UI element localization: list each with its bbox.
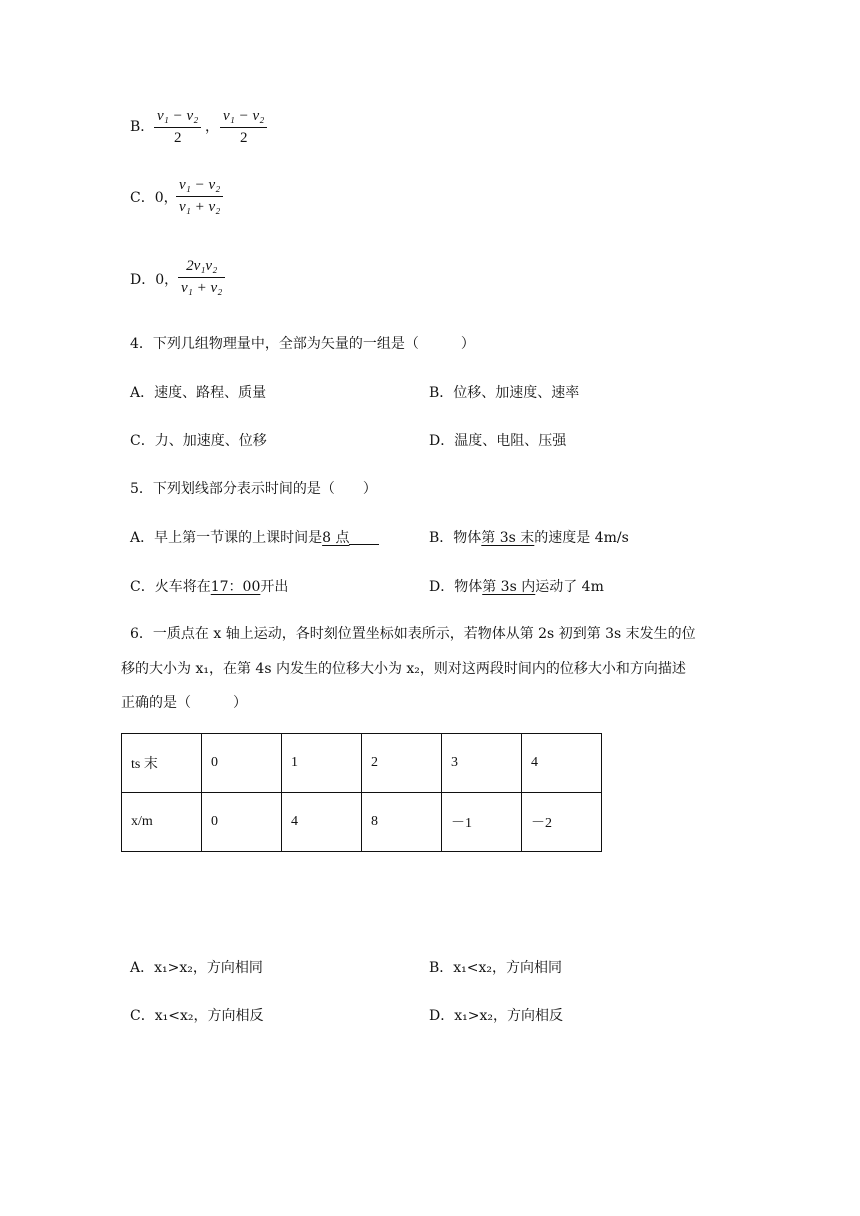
table-cell: 3: [442, 734, 522, 793]
fraction-numerator: v₁ − v₂: [179, 177, 221, 193]
question-6-option-d: D．x₁>x₂，方向相反: [429, 1008, 563, 1024]
q3-option-b-separator: ，: [205, 119, 219, 135]
fraction-denominator: 2: [173, 130, 182, 146]
table-row-time: [122, 734, 602, 793]
underlined-phrase: 17：00: [210, 579, 261, 595]
underline-blank: [349, 543, 379, 545]
table-cell: 1: [282, 734, 362, 793]
question-5-option-a: [130, 531, 379, 545]
fraction-denominator: v₁ + v₂: [179, 199, 221, 215]
table-header-time: ts 末: [122, 734, 202, 793]
question-4-option-c: C．力、加速度、位移: [130, 433, 267, 449]
question-4-option-a: A．速度、路程、质量: [130, 385, 267, 401]
q3-option-d-fraction: [178, 259, 225, 296]
q3-option-b-label: B．: [130, 119, 155, 135]
table-cell: 4: [522, 734, 602, 793]
q3-option-b-fraction-1: [154, 109, 201, 146]
question-5-option-c: [130, 580, 288, 594]
question-6-option-b: B．x₁<x₂，方向相同: [429, 960, 563, 976]
question-4-stem: 4．下列几组物理量中，全部为矢量的一组是（ ）: [130, 336, 475, 352]
option-text: D．物体: [429, 579, 483, 595]
question-4-option-d: D．温度、电阻、压强: [429, 433, 567, 449]
table-cell: 2: [362, 734, 442, 793]
underlined-phrase: 第 3s 内: [482, 579, 536, 595]
table-cell: 4: [282, 793, 362, 852]
question-5-option-b: [429, 531, 629, 545]
fraction-numerator: 2v₁v₂: [186, 258, 218, 274]
table-cell: －2: [522, 793, 602, 852]
question-6-stem-line-2: 移的大小为 x₁，在第 4s 内发生的位移大小为 x₂，则对这两段时间内的位移大小和方向描述: [121, 661, 686, 677]
table-cell: 8: [362, 793, 442, 852]
question-6-stem-line-3: 正确的是（ ）: [121, 695, 247, 711]
q3-option-c-fraction: [176, 178, 223, 215]
option-text: C．火车将在: [130, 579, 211, 595]
option-text: A．早上第一节课的上课时间是: [130, 530, 323, 546]
table-cell: 0: [202, 793, 282, 852]
fraction-numerator: v₁ − v₂: [157, 108, 199, 124]
table-cell: －1: [442, 793, 522, 852]
underlined-phrase: 8 点: [322, 530, 350, 546]
question-4-option-b: B．位移、加速度、速率: [429, 385, 580, 401]
question-5-stem: 5．下列划线部分表示时间的是（ ）: [130, 481, 377, 497]
option-text-tail: 的速度是 4m/s: [534, 530, 629, 546]
q3-option-d-label: D．0，: [130, 272, 179, 288]
table-cell: 0: [202, 734, 282, 793]
question-6-option-a: A．x₁>x₂，方向相同: [130, 960, 263, 976]
fraction-numerator: v₁ − v₂: [223, 108, 265, 124]
table-row-position: [122, 793, 602, 852]
q3-option-c-label: C．0，: [130, 190, 178, 206]
question-5-option-d: [429, 580, 604, 594]
fraction-denominator: 2: [239, 130, 248, 146]
question-6-option-c: C．x₁<x₂，方向相反: [130, 1008, 264, 1024]
option-text-tail: 开出: [260, 579, 289, 595]
fraction-denominator: v₁ + v₂: [181, 280, 223, 296]
option-text: B．物体: [429, 530, 482, 546]
question-6-stem-line-1: 6．一质点在 x 轴上运动，各时刻位置坐标如表所示，若物体从第 2s 初到第 3s 末发生的位: [130, 626, 696, 642]
option-text-tail: 运动了 4m: [535, 579, 604, 595]
table-header-position: x/m: [122, 793, 202, 852]
underlined-phrase: 第 3s 末: [481, 530, 535, 546]
position-time-table: [121, 733, 602, 852]
q3-option-b-fraction-2: [220, 109, 267, 146]
